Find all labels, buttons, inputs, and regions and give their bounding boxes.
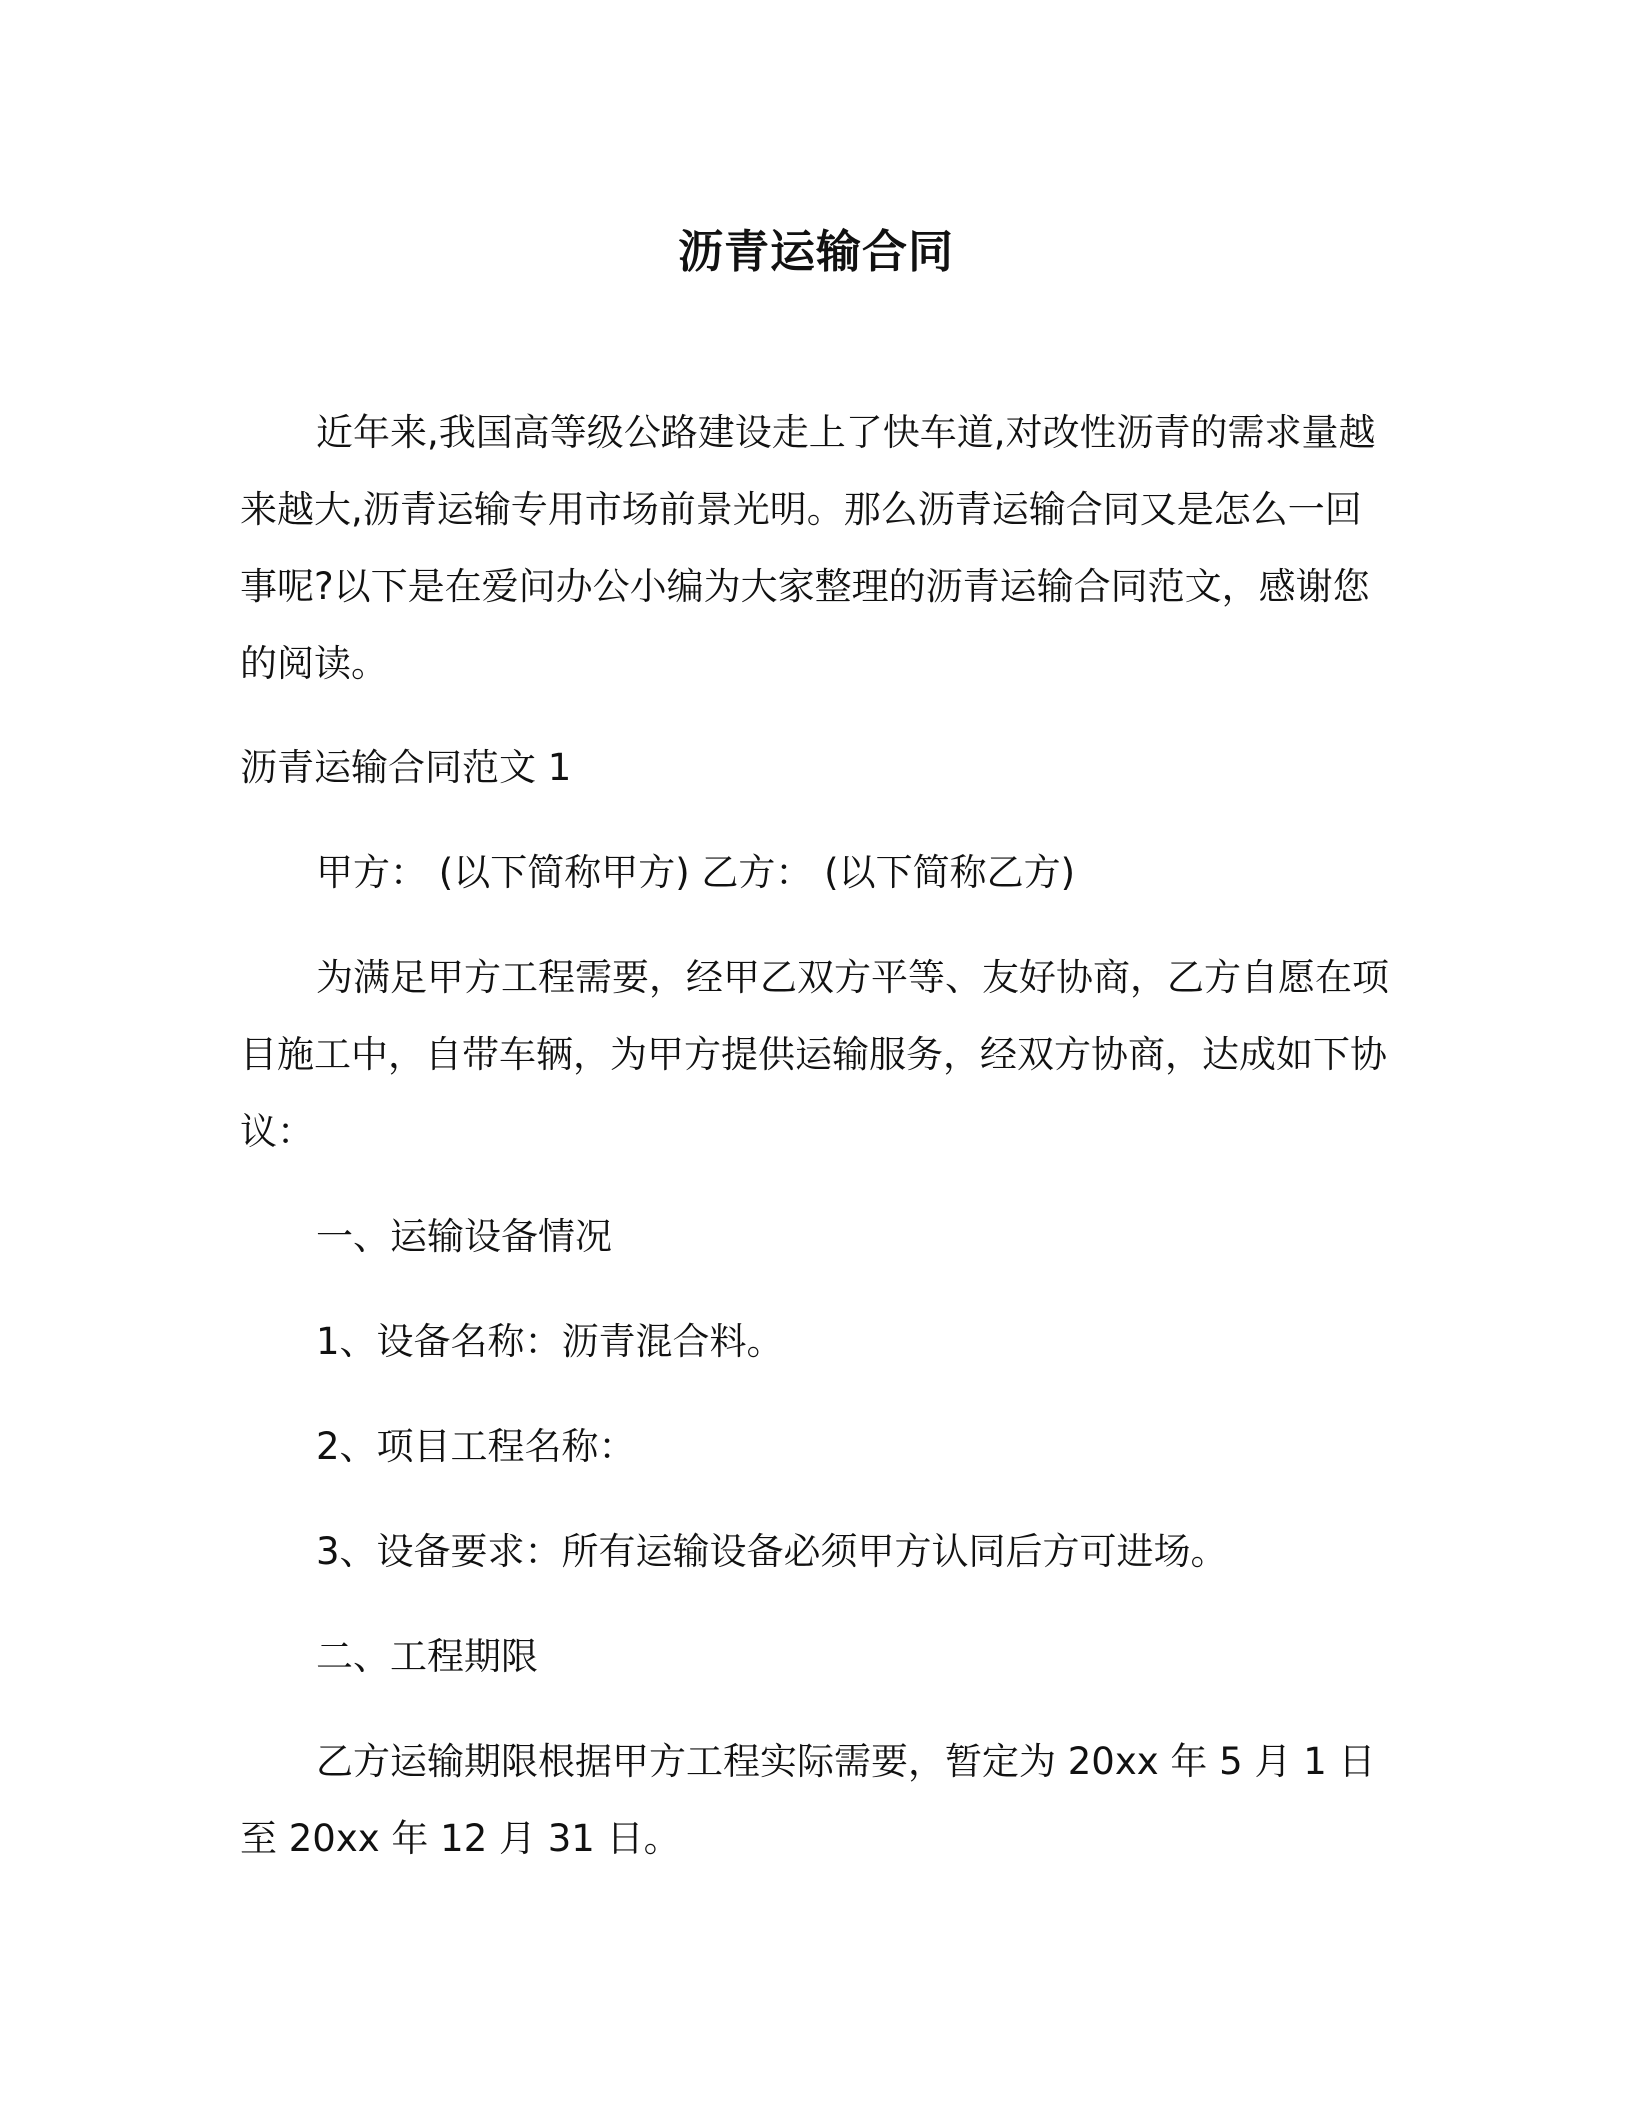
document-body [240, 394, 1392, 1877]
sample-heading: 沥青运输合同范文 1 [240, 746, 572, 789]
parties-line: 甲方： (以下简称甲方) 乙方： (以下简称乙方) [316, 851, 1076, 894]
intro-paragraph: 近年来,我国高等级公路建设走上了快车道,对改性沥青的需求量越来越大,沥青运输专用市场前景光明。那么沥青运输合同又是怎么一回事呢?以下是在爱问办公小编为大家整理的沥青运输合同范文，感谢您的阅读。 [240, 411, 1376, 685]
purpose-paragraph: 为满足甲方工程需要，经甲乙双方平等、友好协商，乙方自愿在项目施工中，自带车辆，为甲方提供运输服务，经双方协商，达成如下协议： [240, 956, 1389, 1153]
list-item-equipment-name: 1、设备名称：沥青混合料。 [316, 1320, 784, 1363]
list-item-project-name: 2、项目工程名称： [316, 1425, 636, 1468]
section-heading-equipment: 一、运输设备情况 [316, 1215, 612, 1258]
document-title: 沥青运输合同 [677, 225, 954, 278]
list-item-equipment-requirement: 3、设备要求：所有运输设备必须甲方认同后方可进场。 [316, 1530, 1228, 1573]
period-paragraph: 乙方运输期限根据甲方工程实际需要，暂定为 20xx 年 5 月 1 日至 20xx 年 12 月 31 日。 [240, 1740, 1376, 1860]
section-heading-period: 二、工程期限 [316, 1635, 538, 1678]
